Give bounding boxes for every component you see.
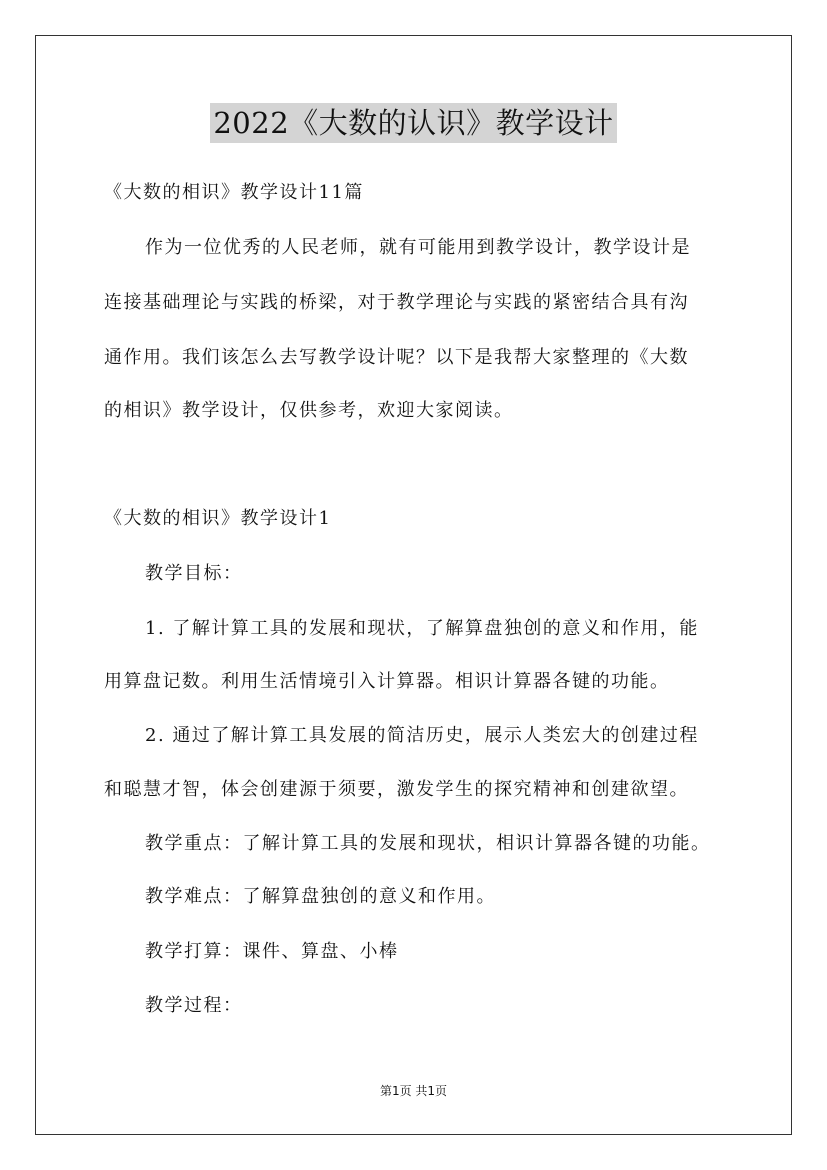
body-line-difficulties: 教学难点：了解算盘独创的意义和作用。 (145, 886, 496, 907)
page-footer: 第1页 共1页 (379, 1084, 448, 1098)
intro-line-3: 通作用。我们该怎么去写教学设计呢？以下是我帮大家整理的《大数 (104, 347, 689, 368)
section-heading: 《大数的相识》教学设计1 (104, 508, 332, 529)
body-line-3: 2. 通过了解计算工具发展的简洁历史，展示人类宏大的创建过程 (145, 725, 699, 746)
intro-line-1: 作为一位优秀的人民老师，就有可能用到教学设计，教学设计是 (145, 237, 691, 258)
document-subtitle: 《大数的相识》教学设计11篇 (104, 182, 364, 203)
intro-line-2: 连接基础理论与实践的桥梁，对于教学理论与实践的紧密结合具有沟 (104, 292, 689, 313)
title-container (0, 103, 827, 143)
body-line-4: 和聪慧才智，体会创建源于须要，激发学生的探究精神和创建欲望。 (104, 779, 689, 800)
body-line-2: 用算盘记数。利用生活情境引入计算器。相识计算器各键的功能。 (104, 671, 670, 692)
document-title: 2022《大数的认识》教学设计 (210, 103, 616, 143)
body-line-key-points: 教学重点：了解计算工具的发展和现状，相识计算器各键的功能。 (145, 833, 711, 854)
body-line-objectives: 教学目标： (145, 563, 243, 584)
body-line-1: 1. 了解计算工具的发展和现状，了解算盘独创的意义和作用，能 (145, 618, 699, 639)
intro-line-4: 的相识》教学设计，仅供参考，欢迎大家阅读。 (104, 400, 514, 421)
body-line-preparation: 教学打算：课件、算盘、小棒 (145, 941, 399, 962)
body-line-process: 教学过程： (145, 995, 243, 1016)
